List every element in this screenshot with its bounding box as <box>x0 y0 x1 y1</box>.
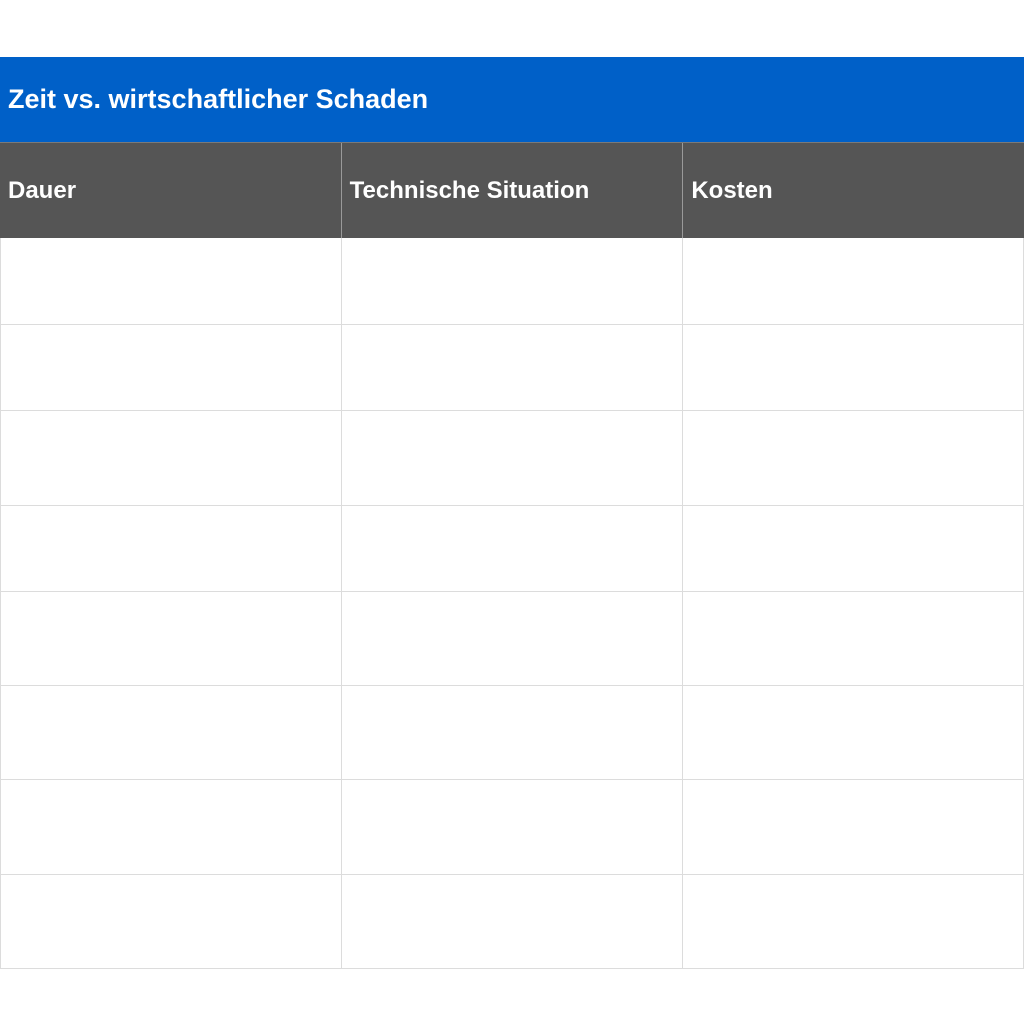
table-row <box>1 324 1023 410</box>
table-cell <box>1 592 341 685</box>
table-cell <box>1 875 341 968</box>
table-cell <box>341 875 682 968</box>
table-cell <box>341 592 682 685</box>
table-cell <box>682 780 1023 874</box>
column-header-technische-situation: Technische Situation <box>341 143 683 238</box>
column-header-dauer: Dauer <box>8 176 77 204</box>
table-cell <box>682 875 1023 968</box>
table-cell <box>682 592 1023 685</box>
table-cell <box>341 506 682 591</box>
table-row <box>1 779 1023 874</box>
table-cell <box>682 411 1023 505</box>
table-cell <box>682 325 1023 410</box>
table-cell <box>341 780 682 874</box>
table-row <box>1 685 1023 779</box>
table-cell <box>1 686 341 779</box>
table-row <box>1 410 1023 505</box>
table-cell <box>1 506 341 591</box>
table-row <box>1 591 1023 685</box>
table-cell <box>1 238 341 324</box>
table-cell <box>682 506 1023 591</box>
column-header-kosten: Kosten <box>682 143 1024 238</box>
table-title: Zeit vs. wirtschaftlicher Schaden <box>0 57 1024 142</box>
table-cell <box>1 780 341 874</box>
table-cell <box>682 238 1023 324</box>
table-row <box>1 505 1023 591</box>
table-cell <box>341 325 682 410</box>
table-cell <box>1 325 341 410</box>
cost-table <box>0 57 1024 969</box>
table-cell <box>682 686 1023 779</box>
table-row <box>1 238 1023 324</box>
table-header-row <box>0 142 1024 238</box>
table-cell <box>341 238 682 324</box>
table-body <box>0 238 1024 969</box>
table-cell <box>341 411 682 505</box>
table-row <box>1 874 1023 968</box>
table-cell <box>1 411 341 505</box>
table-cell <box>341 686 682 779</box>
